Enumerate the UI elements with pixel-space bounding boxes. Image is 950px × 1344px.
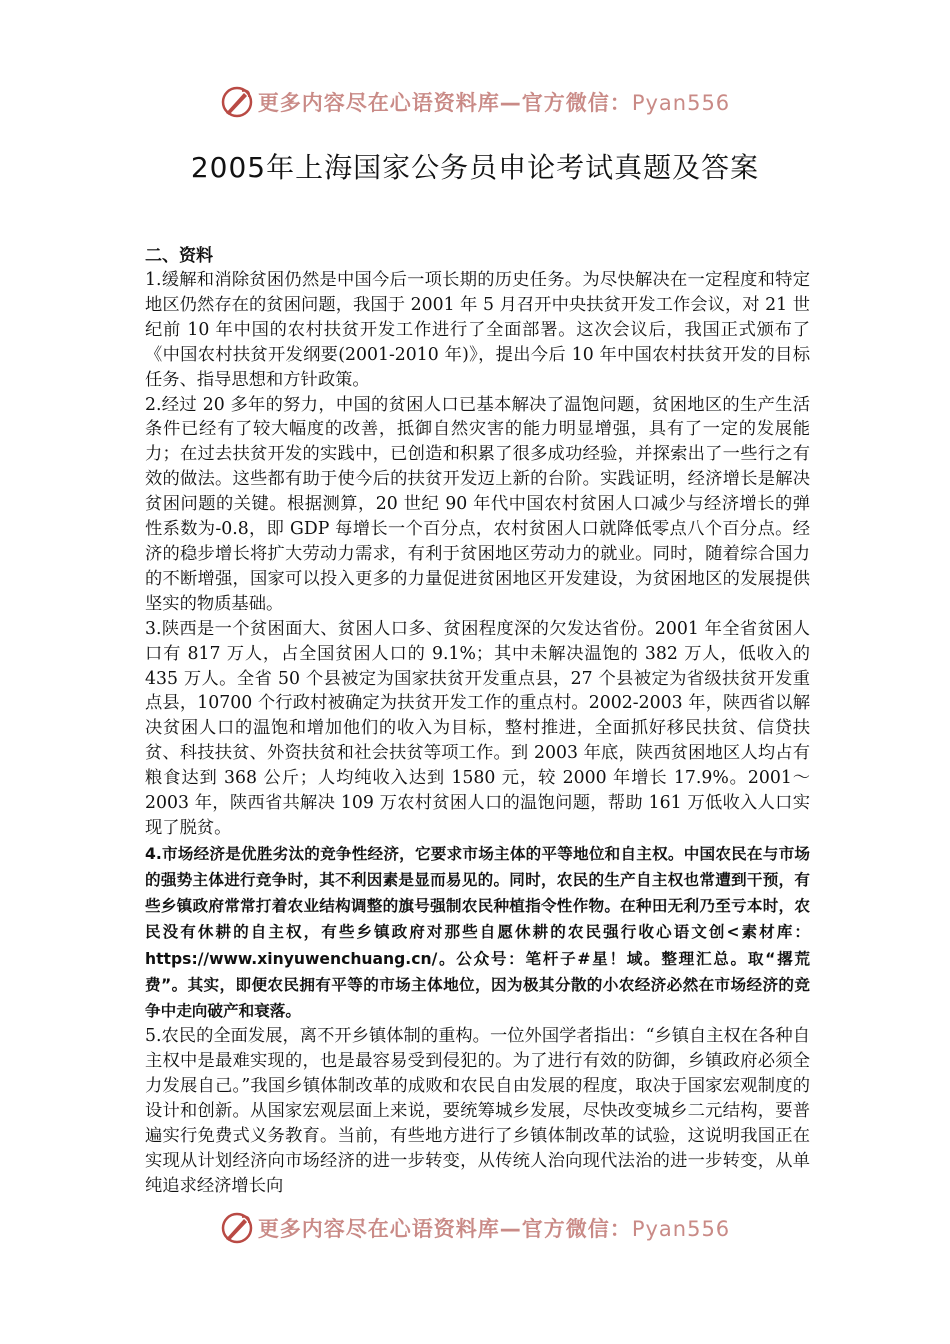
paragraph-4: 4.市场经济是优胜劣汰的竞争性经济，它要求市场主体的平等地位和自主权。中国农民在与市场的强势主体进行竞争时，其不利因素是显而易见的。同时，农民的生产自主权也常遭到干预，有些乡镇政府常常打着农业结构调整的旗号强制农民种植指令性作物。在种田无利乃至亏本时，农民没有休耕的自主权，有些乡镇政府对那些自愿休耕的农民强行收心语文创<素材库：https://www.xinyuwenchuang.cn/。公众号：笔杆子#星！域。整理汇总。取“撂荒费”。其实，即便农民拥有平等的市场主体地位，因为极其分散的小农经济必然在市场经济的竞争中走向破产和衰落。 [145,844,810,1021]
header-banner [0,82,950,122]
section-heading: 二、资料 [145,246,213,266]
banner-wechat-id: Pyan556 [631,1217,731,1241]
banner-label: 更多内容尽在心语资料库—官方微信： [257,1217,632,1241]
banner-text [258,1213,730,1243]
banner-wechat-id: Pyan556 [631,91,731,115]
footer-banner [0,1208,950,1248]
banner-text [258,87,730,117]
paragraph-3: 3.陕西是一个贫困面大、贫困人口多、贫困程度深的欠发达省份。2001 年全省贫困人口有 817 万人，占全国贫困人口的 9.1%；其中未解决温饱的 382 万人，低收入的 435 万人。全省 50 个县被定为国家扶贫开发重点县，27 个县被定为省级扶贫开发重点县，10700 个行政村被确定为扶贫开发工作的重点村。2002-2003 年，陕西省以解决贫困人口的温饱和增加他们的收入为目标，整村推进，全面抓好移民扶贫、信贷扶贫、科技扶贫、外资扶贫和社会扶贫等项工作。到 2003 年底，陕西贫困地区人均占有粮食达到 368 公斤；人均纯收入达到 1580 元，较 2000 年增长 17.9%。2001～2003 年，陕西省共解决 109 万农村贫困人口的温饱问题，帮助 161 万低收入人口实现了脱贫。 [145,618,810,838]
paragraph-5: 5.农民的全面发展，离不开乡镇体制的重构。一位外国学者指出：“乡镇自主权在各种自主权中是最难实现的，也是最容易受到侵犯的。为了进行有效的防御，乡镇政府必须全力发展自己。”我国乡镇体制改革的成败和农民自由发展的程度，取决于国家宏观制度的设计和创新。从国家宏观层面上来说，要统筹城乡发展，尽快改变城乡二元结构，要普遍实行免费式义务教育。当前，有些地方进行了乡镇体制改革的试验，这说明我国正在实现从计划经济向市场经济的进一步转变，从传统人治向现代法治的进一步转变，从单纯追求经济增长向 [145,1026,810,1196]
quill-logo-icon [220,85,254,119]
paragraph-1: 1.缓解和消除贫困仍然是中国今后一项长期的历史任务。为尽快解决在一定程度和特定地区仍然存在的贫困问题，我国于 2001 年 5 月召开中央扶贫开发工作会议，对 21 世纪前 10 年中国的农村扶贫开发工作进行了全面部署。这次会议后，我国正式颁布了《中国农村扶贫开发纲要(2001-2010 年)》，提出今后 10 年中国农村扶贫开发的目标任务、指导思想和方针政策。 [145,270,810,390]
document-body [145,244,810,1199]
quill-logo-icon [220,1211,254,1245]
page-title: 2005年上海国家公务员申论考试真题及答案 [190,151,760,184]
banner-label: 更多内容尽在心语资料库—官方微信： [257,91,632,115]
paragraph-2: 2.经过 20 多年的努力，中国的贫困人口已基本解决了温饱问题，贫困地区的生产生活条件已经有了较大幅度的改善，抵御自然灾害的能力明显增强，具有了一定的发展能力；在过去扶贫开发的实践中，已创造和积累了很多成功经验，并探索出了一些行之有效的做法。这些都有助于使今后的扶贫开发迈上新的台阶。实践证明，经济增长是解决贫困问题的关键。根据测算，20 世纪 90 年代中国农村贫困人口减少与经济增长的弹性系数为-0.8，即 GDP 每增长一个百分点，农村贫困人口就降低零点八个百分点。经济的稳步增长将扩大劳动力需求，有利于贫困地区劳动力的就业。同时，随着综合国力的不断增强，国家可以投入更多的力量促进贫困地区开发建设，为贫困地区的发展提供坚实的物质基础。 [145,394,810,614]
